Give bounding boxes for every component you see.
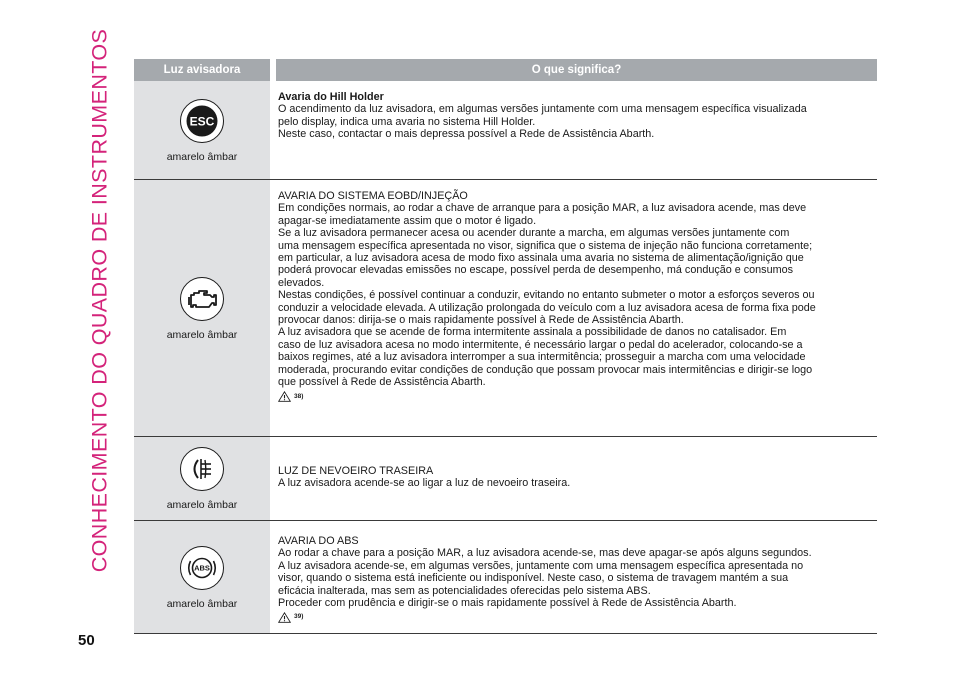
meaning-line: em particular, a luz avisadora acesa de modo fixo assinala uma avaria no sistema de alimentação/ignição que xyxy=(278,252,804,265)
meaning-title: AVARIA DO ABS xyxy=(278,535,359,547)
rear-fog-light-icon xyxy=(179,446,225,492)
meaning-line: Nestas condições, é possível continuar a conduzir, evitando no entanto submeter o motor a esforços severos ou xyxy=(278,289,815,302)
warning-lights-table xyxy=(134,59,877,634)
light-cell xyxy=(134,81,270,179)
table-row xyxy=(134,521,877,634)
section-title-text: CONHECIMENTO DO QUADRO DE INSTRUMENTOS xyxy=(87,28,112,573)
meaning-line: A luz avisadora acende-se ao ligar a luz de nevoeiro traseira. xyxy=(278,477,571,490)
meaning-line: Proceder com prudência e dirigir-se o mais rapidamente possível à Rede de Assistência Abarth. xyxy=(278,597,737,610)
meaning-line: eficácia inalterada, mas sem as potencialidades oferecidas pelo sistema ABS. xyxy=(278,584,651,597)
meaning-line: Ao rodar a chave para a posição MAR, a luz avisadora acende-se, mas deve apagar-se após alguns segundos. xyxy=(278,547,812,560)
light-color-label: amarelo âmbar xyxy=(166,328,238,341)
meaning-line: pelo display, indica uma avaria no sistema Hill Holder. xyxy=(278,115,536,128)
light-color-label: amarelo âmbar xyxy=(166,499,238,511)
meaning-line: poderá provocar elevadas emissões no escape, possível perda de desempenho, má condução e consumos xyxy=(278,264,793,277)
warning-ref-number: 39) xyxy=(294,613,304,621)
meaning-line: Se a luz avisadora permanecer acesa ou acender durante a marcha, em algumas versões juntamente com xyxy=(278,227,790,240)
meaning-line: elevados. xyxy=(278,276,325,289)
meaning-line: A luz avisadora que se acende de forma intermitente assinala a possibilidade de danos no catalisador. Em xyxy=(278,326,787,339)
table-row xyxy=(134,437,877,521)
meaning-title: Avaria do Hill Holder xyxy=(278,91,384,103)
meaning-line: moderada, procurando evitar condições de condução que possam provocar mais intermitências e dirigir-se logo xyxy=(278,363,813,376)
meaning-cell xyxy=(276,521,877,633)
light-cell xyxy=(134,437,270,520)
meaning-line: uma mensagem específica apresentada no visor, significa que o sistema de injeção não funciona corretamente; xyxy=(278,239,813,252)
warning-triangle-icon xyxy=(278,612,291,623)
abs-icon-text: ABS xyxy=(194,563,210,573)
meaning-cell xyxy=(276,180,877,436)
meaning-title: LUZ DE NEVOEIRO TRASEIRA xyxy=(278,465,434,477)
meaning-line: apagar-se imediatamente assim que o motor é ligado. xyxy=(278,214,537,227)
esc-icon xyxy=(179,98,225,144)
warning-reference xyxy=(278,391,873,403)
esc-icon-text: ESC xyxy=(189,114,215,128)
meaning-cell xyxy=(276,437,877,520)
header-warning-light: Luz avisadora xyxy=(134,59,270,81)
meaning-line: provocar danos: dirija-se o mais rapidamente possível à Rede de Assistência Abarth. xyxy=(278,314,684,327)
warning-triangle-icon xyxy=(278,391,291,402)
table-row xyxy=(134,81,877,180)
meaning-cell xyxy=(276,81,877,179)
meaning-line: que possível à Rede de Assistência Abarth. xyxy=(278,376,486,389)
header-meaning: O que significa? xyxy=(276,59,877,81)
engine-icon xyxy=(179,276,225,322)
light-color-label: amarelo âmbar xyxy=(166,150,238,163)
light-cell xyxy=(134,180,270,436)
meaning-line: Em condições normais, ao rodar a chave de arranque para a posição MAR, a luz avisadora acende, mas deve xyxy=(278,202,807,215)
side-section-title xyxy=(84,28,116,573)
table-row xyxy=(134,180,877,437)
page-number: 50 xyxy=(78,632,95,649)
meaning-line: Neste caso, contactar o mais depressa possível a Rede de Assistência Abarth. xyxy=(278,128,655,141)
light-cell xyxy=(134,521,270,633)
meaning-line: conduzir a velocidade elevada. A utilização prolongada do veículo com a luz avisadora acesa de forma fixa pode xyxy=(278,301,816,314)
warning-reference xyxy=(278,611,873,623)
meaning-line: caso de luz avisadora acesa no modo intermitente, é necessário largar o pedal do acelerador, colocando-se a xyxy=(278,338,803,351)
meaning-line: O acendimento da luz avisadora, em algumas versões juntamente com uma mensagem específica visualizada xyxy=(278,103,807,116)
table-header xyxy=(134,59,877,81)
meaning-line: A luz avisadora acende-se, em algumas versões, juntamente com uma mensagem específica apresentada no xyxy=(278,559,804,572)
meaning-line: visor, quando o sistema está ineficiente ou indisponível. Neste caso, o sistema de travagem mantém a sua xyxy=(278,572,789,585)
warning-ref-number: 38) xyxy=(294,392,304,400)
abs-icon xyxy=(179,545,225,591)
meaning-line: baixos regimes, até a luz avisadora interromper a sua intermitência; prosseguir a marcha com uma velocidade xyxy=(278,351,806,364)
meaning-title: AVARIA DO SISTEMA EOBD/INJEÇÃO xyxy=(278,190,468,202)
light-color-label: amarelo âmbar xyxy=(166,597,238,610)
